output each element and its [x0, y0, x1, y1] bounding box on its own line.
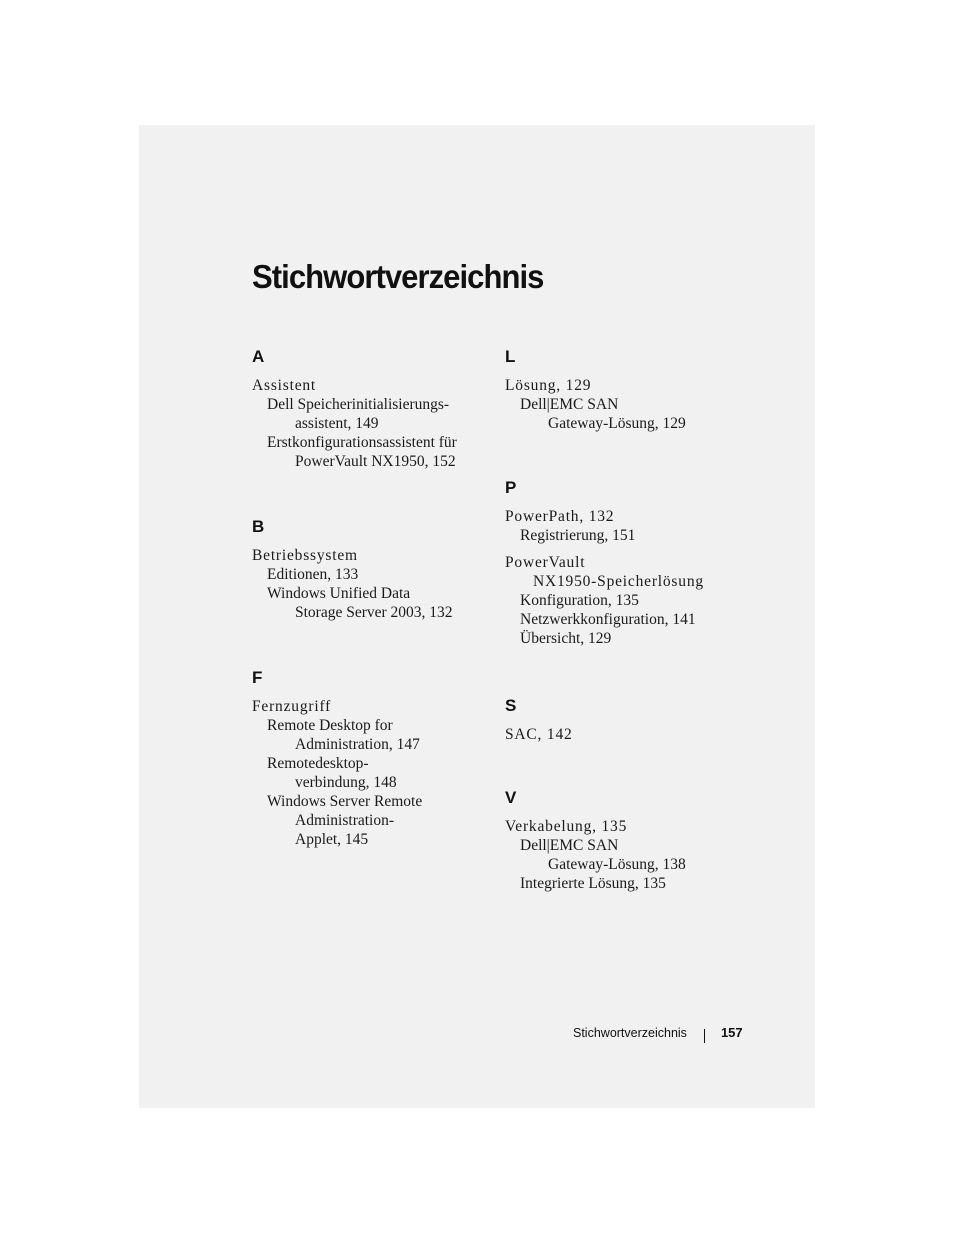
section-letter-a: A	[252, 347, 265, 366]
page-title: Stichwortverzeichnis	[252, 258, 544, 295]
index-term: PowerVault	[505, 554, 586, 571]
index-section-l	[505, 347, 745, 433]
index-subterm-continuation: assistent, 149	[295, 415, 379, 432]
index-section-a	[252, 347, 482, 471]
section-letter-b: B	[252, 517, 265, 536]
index-section-v	[505, 788, 745, 893]
index-subterm: Dell Speicherinitialisierungs-	[267, 396, 450, 413]
index-entry-loesung	[505, 376, 745, 433]
index-entry-sac	[505, 725, 745, 744]
index-subterm-continuation: PowerVault NX1950, 152	[295, 453, 456, 470]
index-section-f	[252, 668, 482, 849]
section-letter-v: V	[505, 788, 517, 807]
index-entry-powerpath	[505, 507, 745, 545]
index-term: Betriebssystem	[252, 547, 358, 564]
index-subterm-continuation: Gateway-Lösung, 138	[548, 856, 686, 873]
index-term: Assistent	[252, 377, 317, 394]
index-section-s	[505, 696, 745, 744]
index-subterm-continuation: Storage Server 2003, 132	[295, 604, 453, 621]
footer-label: Stichwortverzeichnis	[573, 1025, 687, 1040]
page-number: 157	[720, 1025, 743, 1040]
index-entry-fernzugriff	[252, 697, 482, 849]
index-term-continuation: NX1950-Speicherlösung	[533, 573, 704, 590]
index-term: Lösung, 129	[505, 377, 592, 394]
index-entry-assistent	[252, 376, 482, 471]
index-entry-verkabelung	[505, 817, 745, 893]
index-subterm: Dell|EMC SAN	[520, 837, 619, 854]
index-subterm: Remotedesktop-	[267, 755, 369, 772]
index-subterm: Übersicht, 129	[520, 630, 612, 647]
index-subterm: Dell|EMC SAN	[520, 396, 619, 413]
index-subterm-continuation: Gateway-Lösung, 129	[548, 415, 686, 432]
index-subterm: Registrierung, 151	[520, 527, 636, 544]
index-entry-betriebssystem	[252, 546, 482, 622]
index-term: Verkabelung, 135	[505, 818, 628, 835]
index-subterm: Konfiguration, 135	[520, 592, 639, 609]
index-subterm: Windows Server Remote	[267, 793, 423, 810]
index-subterm: Erstkonfigurationsassistent für	[267, 434, 457, 451]
index-subterm: Editionen, 133	[267, 566, 359, 583]
index-subterm: Remote Desktop for	[267, 717, 393, 734]
index-term: Fernzugriff	[252, 698, 332, 715]
section-letter-f: F	[252, 668, 263, 687]
section-letter-s: S	[505, 696, 517, 715]
index-subterm-continuation: verbindung, 148	[295, 774, 397, 791]
page-footer	[573, 1025, 743, 1040]
index-entry-powervault	[505, 553, 745, 648]
index-term: PowerPath, 132	[505, 508, 615, 525]
index-subterm: Windows Unified Data	[267, 585, 411, 602]
index-section-p	[505, 478, 745, 648]
index-section-b	[252, 517, 482, 622]
index-subterm: Netzwerkkonfiguration, 141	[520, 611, 696, 628]
index-subterm-continuation: Applet, 145	[295, 831, 369, 848]
index-subterm: Integrierte Lösung, 135	[520, 875, 666, 892]
footer-separator	[704, 1029, 705, 1043]
section-letter-l: L	[505, 347, 516, 366]
index-subterm-continuation: Administration, 147	[295, 736, 420, 753]
section-letter-p: P	[505, 478, 517, 497]
index-term: SAC, 142	[505, 726, 573, 743]
index-subterm-continuation: Administration-	[295, 812, 395, 829]
